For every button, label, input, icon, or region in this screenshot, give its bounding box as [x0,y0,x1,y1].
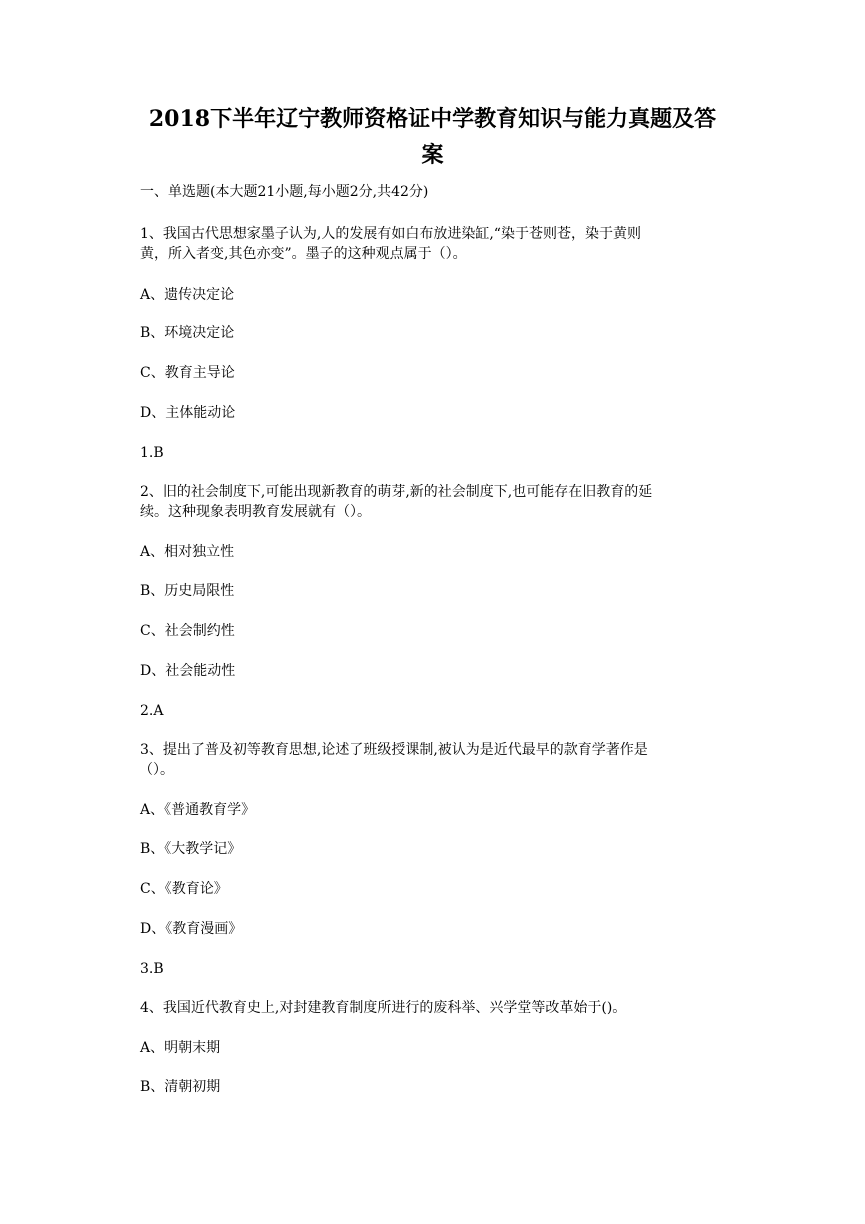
question-2-option-c: C、社会制约性 [140,623,235,639]
question-3-stem-line-1: 3、提出了普及初等教育思想,论述了班级授课制,被认为是近代最早的款育学著作是 [140,742,648,758]
question-3-answer: 3.B [140,961,164,977]
question-2-stem-line-2: 续。这种现象表明教育发展就有（）。 [140,504,371,520]
question-2-option-b: B、历史局限性 [140,583,235,599]
question-1-option-b: B、环境决定论 [140,325,235,341]
question-2-option-a: A、相对独立性 [140,544,235,560]
title-line-1: 2018下半年辽宁教师资格证中学教育知识与能力真题及答 [148,106,717,132]
title-line-2: 案 [421,142,444,168]
question-1-option-c: C、教育主导论 [140,365,235,381]
question-4-stem-line-1: 4、我国近代教育史上,对封建教育制度所进行的废科举、兴学堂等改革始于()。 [140,1000,627,1016]
question-1-option-a: A、遗传决定论 [140,287,235,303]
question-4-option-b: B、清朝初期 [140,1079,221,1095]
question-3-stem-line-2: （）。 [139,762,174,778]
question-3-option-b: B、《大教学记》 [140,841,242,857]
question-2-option-d: D、社会能动性 [140,663,236,679]
question-3-option-d: D、《教育漫画》 [140,921,243,937]
question-1-stem-line-1: 1、我国古代思想家墨子认为,人的发展有如白布放进染缸,“染于苍则苍，染于黄则 [140,226,641,242]
question-3-option-c: C、《教育论》 [140,881,228,897]
question-1-option-d: D、主体能动论 [140,405,236,421]
document-title [120,101,745,173]
question-2-stem-line-1: 2、旧的社会制度下,可能出现新教育的萌芽,新的社会制度下,也可能存在旧教育的延 [140,484,653,500]
question-1-answer: 1.B [140,445,164,461]
question-1-stem-line-2: 黄，所入者变,其色亦变”。墨子的这种观点属于（）。 [140,246,467,262]
section-header: 一、单选题(本大题21小题,每小题2分,共42分) [140,184,429,200]
question-3-option-a: A、《普通教育学》 [140,802,256,818]
question-2-answer: 2.A [140,703,164,719]
question-4-option-a: A、明朝末期 [140,1040,221,1056]
